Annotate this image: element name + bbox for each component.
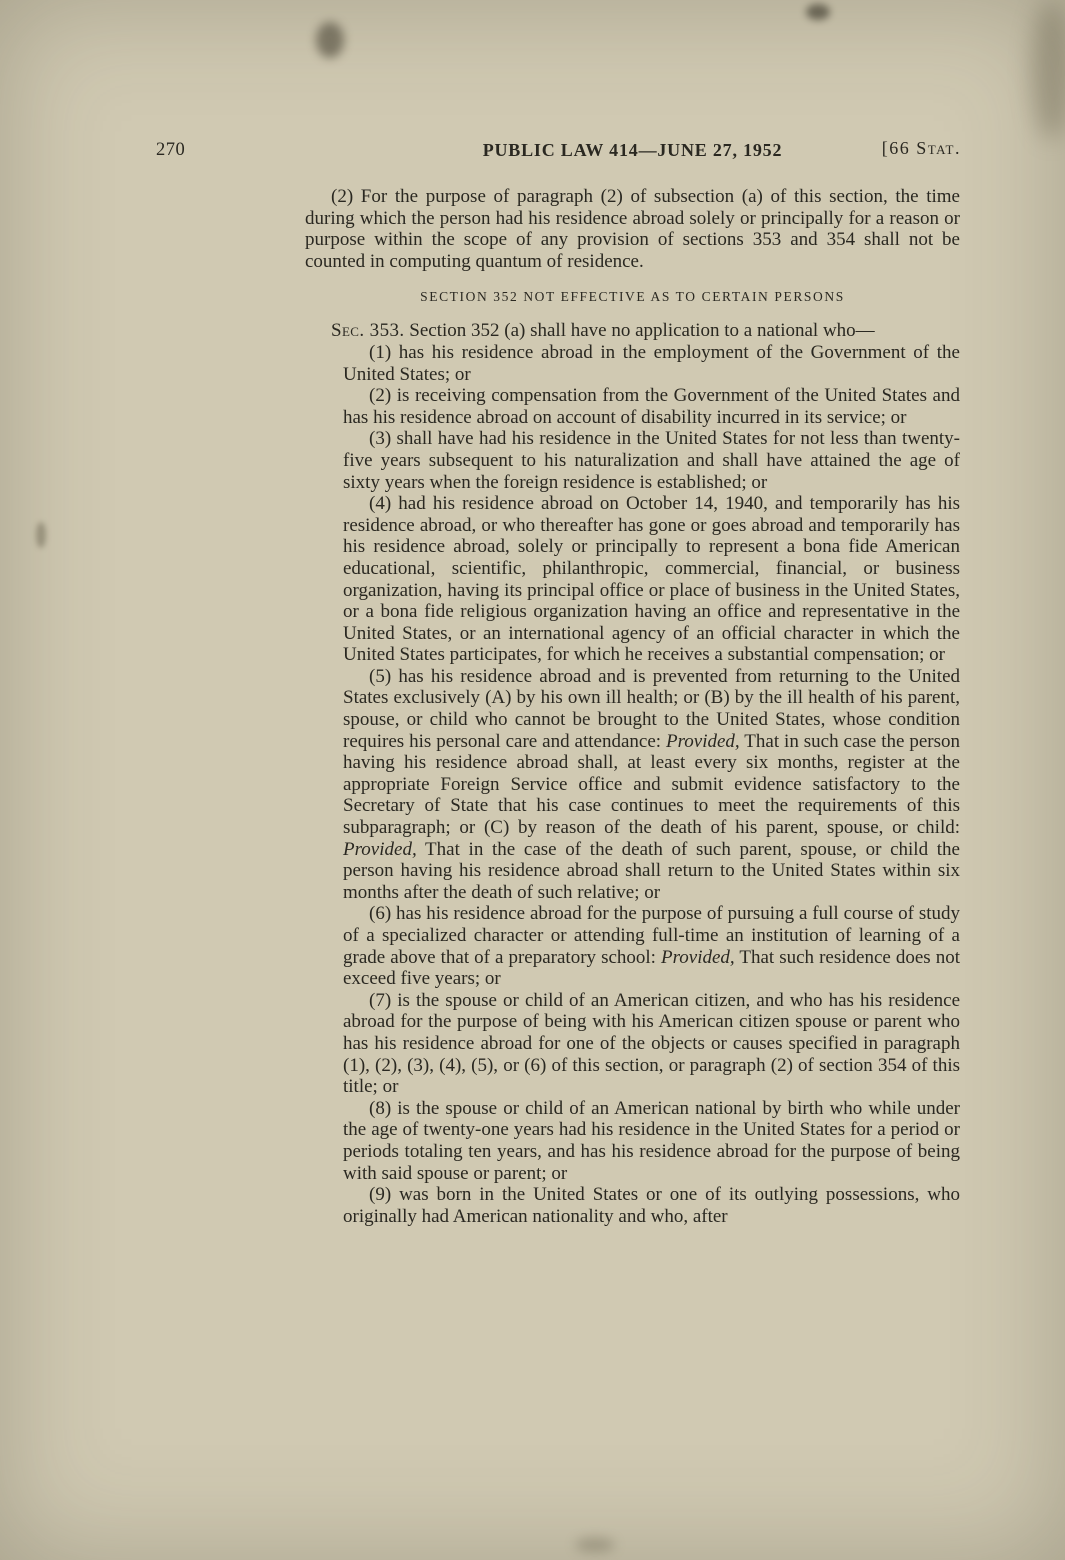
statute-volume-ref: [66 Stat. bbox=[881, 138, 961, 158]
scan-smudge bbox=[1032, 0, 1065, 140]
statute-text-column bbox=[305, 186, 960, 1227]
statute-item-5: (5) has his residence abroad and is prevented from returning to the United States exclusively (A) by his own ill health; or (B) by the ill health of his parent, spouse, or child who cannot be brought to the United States, whose condition requires his personal care and attendance: Provided, That in such case the person having his residence abroad shall, at least every six months, register at the appropriate Foreign Service office and submit evidence satisfactory to the Secretary of State that his case continues to meet the requirements of this subparagraph; or (C) by reason of the death of his parent, spouse, or child: Provided, That in the case of the death of such parent, spouse, or child the person having his residence abroad shall return to the United States within six months after the death of such relative; or bbox=[343, 665, 961, 903]
page-number: 270 bbox=[156, 140, 186, 160]
running-header bbox=[0, 138, 1065, 164]
statute-item-2: (2) is receiving compensation from the Government of the United States and has his residence abroad on account of disability incurred in its service; or bbox=[343, 385, 960, 428]
statute-item-6: (6) has his residence abroad for the purpose of pursuing a full course of study of a specialized character or attending full-time an institution of learning of a grade above that of a preparatory school: Provided, That such residence does not exceed five years; or bbox=[343, 903, 960, 990]
sec-353-lead: Sec. 353. Section 352 (a) shall have no application to a national who— bbox=[331, 320, 875, 342]
scan-smudge bbox=[806, 4, 830, 20]
scan-smudge bbox=[575, 1538, 615, 1552]
scan-smudge bbox=[316, 22, 344, 58]
statute-item-9: (9) was born in the United States or one of its outlying possessions, who originally had American nationality and who, after bbox=[343, 1184, 960, 1227]
scan-smudge bbox=[36, 522, 46, 548]
paragraph-intro: (2) For the purpose of paragraph (2) of subsection (a) of this section, the time during which the person had his residence abroad solely or principally for a reason or purpose within the scope of any provision of sections 353 and 354 shall not be counted in computing quantum of residence. bbox=[305, 186, 960, 272]
statute-item-1: (1) has his residence abroad in the employment of the Government of the United States; or bbox=[343, 341, 960, 385]
statute-item-3: (3) shall have had his residence in the United States for not less than twenty-five years subsequent to his naturalization and shall have attained the age of sixty years when the foreign residence is established; or bbox=[343, 428, 960, 493]
statute-item-8: (8) is the spouse or child of an American national by birth who while under the age of twenty-one years had his residence in the United States for a period or periods totaling ten years, and has his residence abroad for the purpose of being with said spouse or parent; or bbox=[343, 1097, 960, 1184]
statute-item-4: (4) had his residence abroad on October 14, 1940, and temporarily has his residence abroad, or who thereafter has gone or goes abroad and temporarily has his residence abroad, solely or principally to represent a bona fide American educational, scientific, philanthropic, commercial, financial, or business organization, having its principal office or place of business in the United States, or a bona fide religious organization having an office and representative in the United States, or an international agency of an official character in which the United States participates, for which he receives a substantial compensation; or bbox=[343, 493, 960, 666]
statute-item-7: (7) is the spouse or child of an American citizen, and who has his residence abroad for the purpose of being with his American citizen spouse or parent who has his residence abroad for one of the objects or causes specified in paragraph (1), (2), (3), (4), (5), or (6) of this section, or paragraph (2) of section 354 of this title; or bbox=[343, 989, 960, 1098]
running-title: PUBLIC LAW 414—JUNE 27, 1952 bbox=[482, 140, 783, 160]
section-heading: SECTION 352 NOT EFFECTIVE AS TO CERTAIN PERSONS bbox=[420, 289, 845, 305]
